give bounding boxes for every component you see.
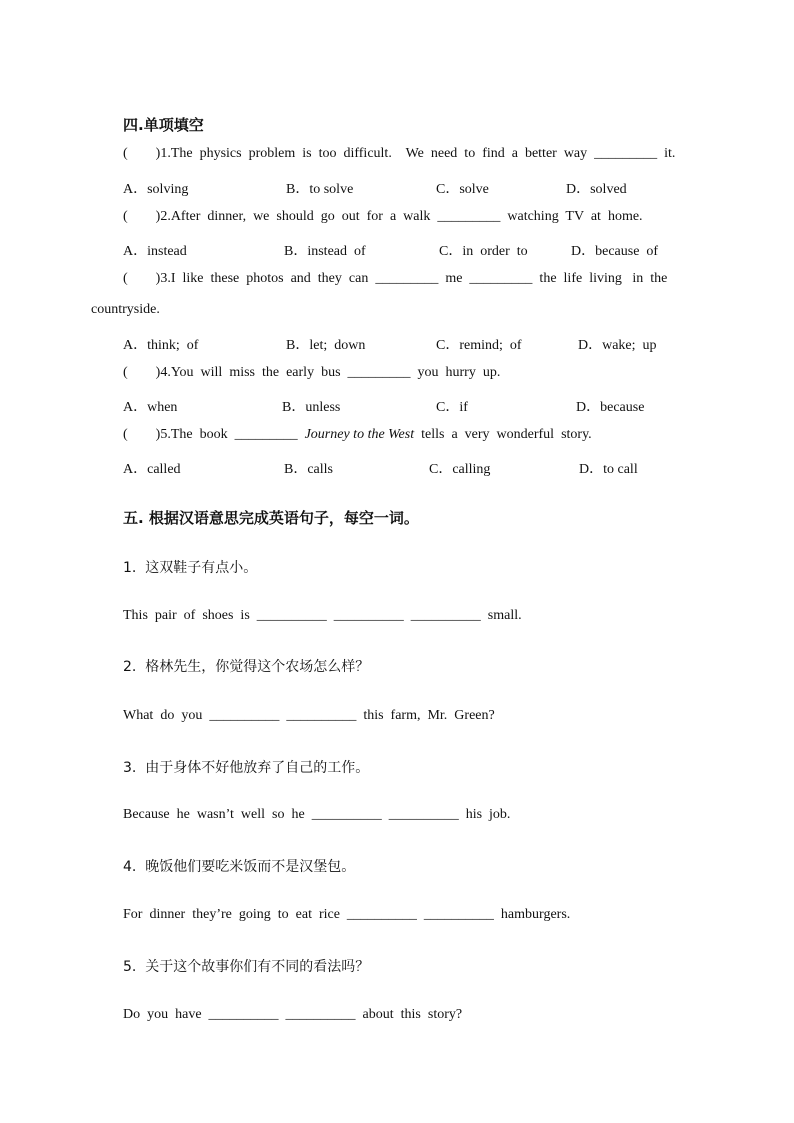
q5-option-b: B．calls	[284, 462, 333, 477]
question-3-stem-continued: countryside.	[91, 302, 160, 317]
q4-option-a: A．when	[123, 400, 178, 415]
q3-option-b: B．let; down	[286, 338, 366, 353]
q4-option-c: C．if	[436, 400, 468, 415]
q3-option-d: D．wake; up	[578, 338, 657, 353]
question-2-stem: ( )2.After dinner, we should go out for a walk _________ watching TV at home.	[123, 209, 643, 224]
question-5-stem-post: tells a very wonderful story.	[414, 427, 592, 442]
item-1-english: This pair of shoes is __________ __________ __________ small.	[123, 608, 522, 623]
q1-option-d: D．solved	[566, 182, 627, 197]
q2-option-a: A．instead	[123, 244, 187, 259]
question-5-stem	[123, 427, 592, 443]
q5-option-d: D．to call	[579, 462, 638, 477]
item-4-chinese: 4. 晚饭他们要吃米饭而不是汉堡包。	[123, 859, 356, 875]
section5-title: 五. 根据汉语意思完成英语句子，每空一词。	[123, 509, 419, 527]
q5-option-a: A．called	[123, 462, 181, 477]
item-5-chinese: 5. 关于这个故事你们有不同的看法吗？	[123, 959, 370, 975]
item-2-chinese: 2. 格林先生，你觉得这个农场怎么样？	[123, 659, 370, 675]
q2-option-c: C．in order to	[439, 244, 528, 259]
item-5-english: Do you have __________ __________ about this story?	[123, 1007, 463, 1022]
question-4-stem: ( )4.You will miss the early bus _________ you hurry up.	[123, 365, 501, 380]
q2-option-d: D．because of	[571, 244, 659, 259]
item-4-english: For dinner they’re going to eat rice __________ __________ hamburgers.	[123, 907, 571, 922]
item-3-chinese: 3. 由于身体不好他放弃了自己的工作。	[123, 760, 370, 776]
q3-option-a: A．think; of	[123, 338, 199, 353]
q1-option-c: C．solve	[436, 182, 489, 197]
q2-option-b: B．instead of	[284, 244, 366, 259]
item-2-english: What do you __________ __________ this farm, Mr. Green?	[123, 708, 495, 723]
question-5-stem-pre: ( )5.The book _________	[123, 427, 305, 442]
q4-option-d: D．because	[576, 400, 645, 415]
q5-option-c: C．calling	[429, 462, 491, 477]
q4-option-b: B．unless	[282, 400, 341, 415]
q1-option-b: B．to solve	[286, 182, 354, 197]
item-1-chinese: 1. 这双鞋子有点小。	[123, 560, 258, 576]
question-1-stem: ( )1.The physics problem is too difficult. We need to find a better way _________ it.	[123, 146, 676, 161]
item-3-english: Because he wasn’t well so he __________ __________ his job.	[123, 807, 511, 822]
book-title: Journey to the West	[304, 427, 415, 442]
question-3-stem: ( )3.I like these photos and they can _________ me _________ the life living in the	[123, 271, 668, 286]
q1-option-a: A．solving	[123, 182, 189, 197]
section4-title: 四.单项填空	[123, 116, 204, 134]
q3-option-c: C．remind; of	[436, 338, 522, 353]
